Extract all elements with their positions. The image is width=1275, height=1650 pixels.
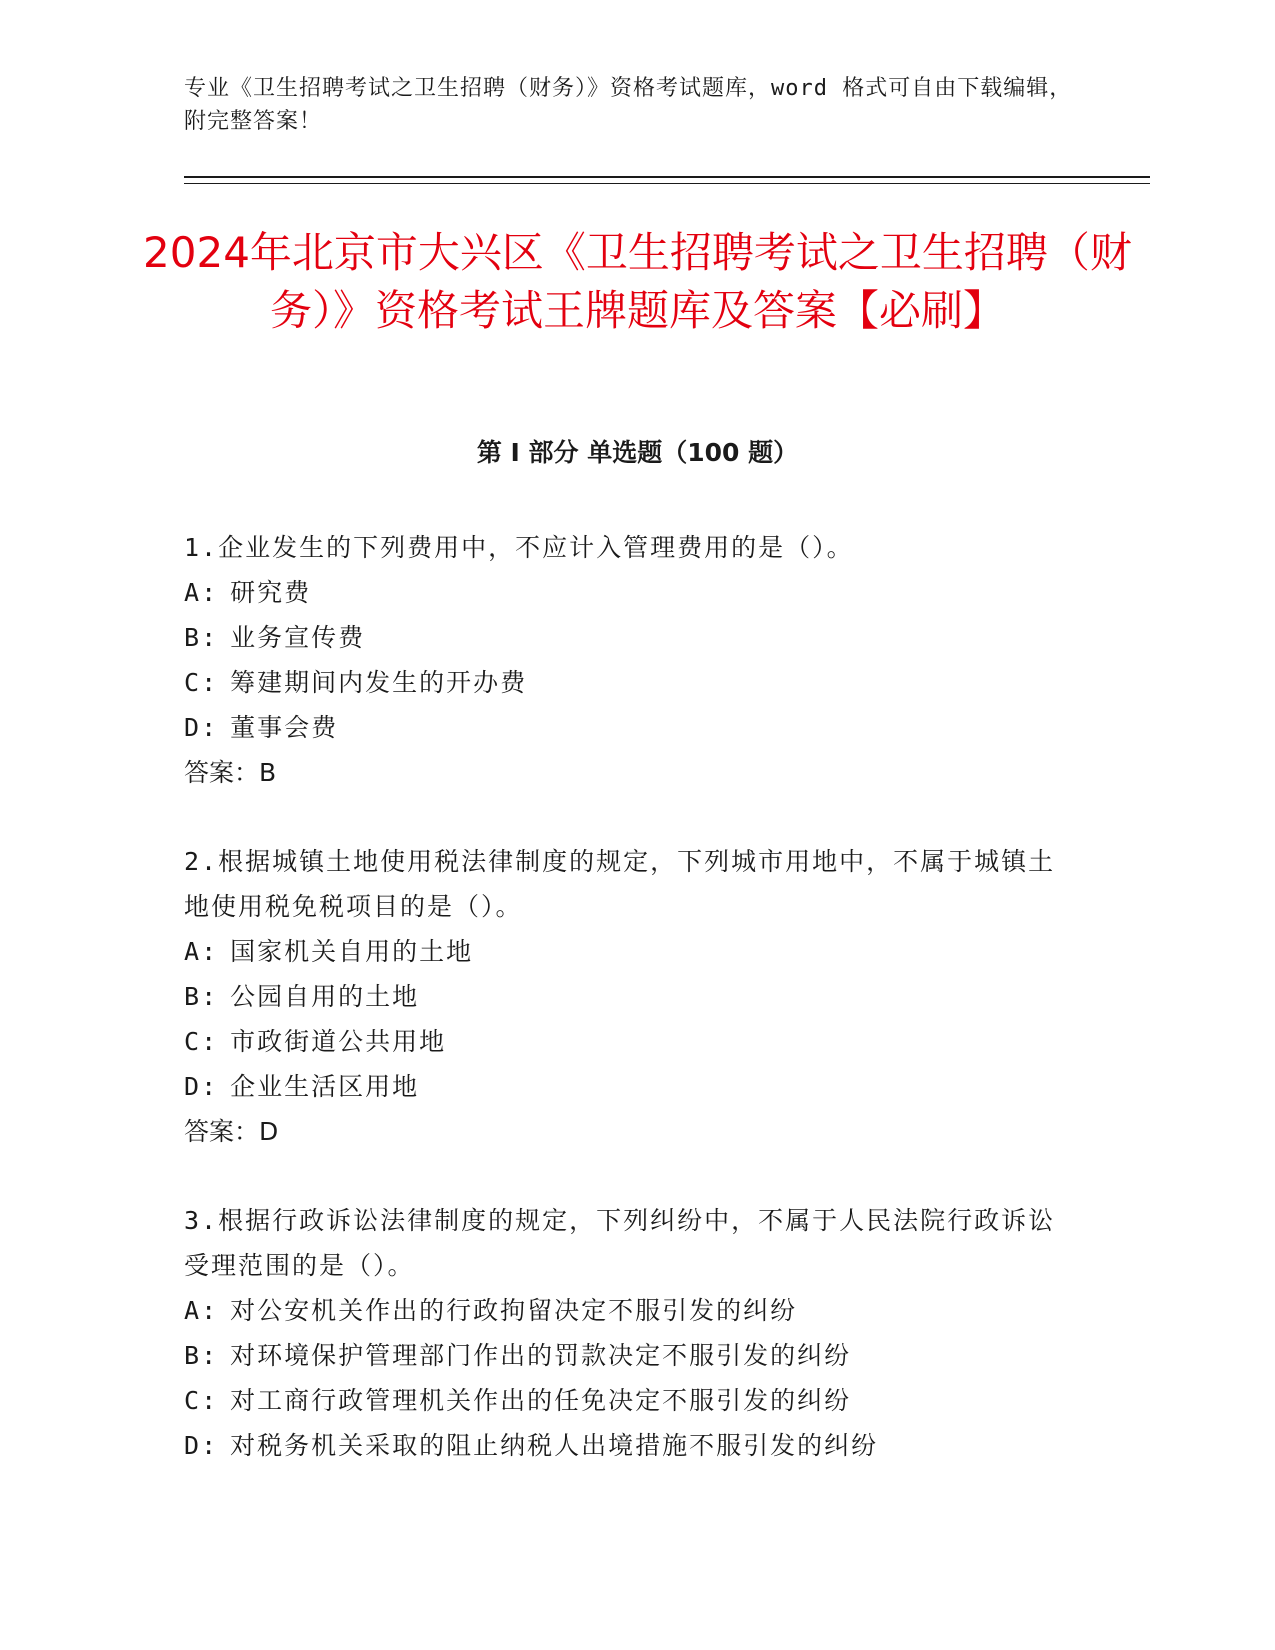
header-rule: [184, 176, 1150, 178]
option-b: [184, 615, 1064, 660]
option-separator: :: [201, 668, 219, 697]
section-title: 第 I 部分 单选题（100 题）: [476, 438, 799, 467]
option-text: 企业生活区用地: [230, 1072, 420, 1101]
option-letter: C: [184, 1386, 202, 1415]
option-letter: A: [184, 937, 202, 966]
option-separator: :: [201, 713, 219, 742]
option-separator: :: [201, 1296, 219, 1325]
option-letter: C: [184, 1027, 202, 1056]
option-text: 业务宣传费: [230, 623, 366, 652]
question-stem: 2.根据城镇土地使用税法律制度的规定，下列城市用地中，不属于城镇土地使用税免税项目的是（）。: [184, 847, 1056, 921]
option-text: 市政街道公共用地: [230, 1027, 447, 1056]
option-letter: A: [184, 1296, 202, 1325]
option-separator: :: [201, 623, 219, 652]
option-letter: C: [184, 668, 202, 697]
option-d: [184, 1423, 1064, 1468]
option-a: [184, 1288, 1064, 1333]
option-letter: B: [184, 1341, 202, 1370]
option-letter: D: [184, 1431, 202, 1460]
question-item: [184, 525, 1064, 795]
option-text: 公园自用的土地: [230, 982, 420, 1011]
option-text: 对环境保护管理部门作出的罚款决定不服引发的纠纷: [230, 1341, 852, 1370]
option-text: 对公安机关作出的行政拘留决定不服引发的纠纷: [230, 1296, 798, 1325]
option-text: 筹建期间内发生的开办费: [230, 668, 528, 697]
option-c: [184, 1019, 1064, 1064]
option-d: [184, 705, 1064, 750]
option-b: [184, 1333, 1064, 1378]
option-text: 董事会费: [230, 713, 339, 742]
option-a: [184, 570, 1064, 615]
option-text: 研究费: [230, 578, 312, 607]
option-letter: D: [184, 1072, 202, 1101]
option-separator: :: [201, 937, 219, 966]
option-letter: D: [184, 713, 202, 742]
option-letter: A: [184, 578, 202, 607]
option-separator: :: [201, 578, 219, 607]
option-text: 对税务机关采取的阻止纳税人出境措施不服引发的纠纷: [230, 1431, 879, 1460]
option-c: [184, 660, 1064, 705]
option-separator: :: [201, 1386, 219, 1415]
option-text: 对工商行政管理机关作出的任免决定不服引发的纠纷: [230, 1386, 852, 1415]
option-a: [184, 929, 1064, 974]
option-separator: :: [201, 1027, 219, 1056]
option-separator: :: [201, 1431, 219, 1460]
option-b: [184, 974, 1064, 1019]
option-c: [184, 1378, 1064, 1423]
option-d: [184, 1064, 1064, 1109]
header-note: 专业《卫生招聘考试之卫生招聘（财务）》资格考试题库，word 格式可自由下载编辑，附完整答案！: [184, 76, 1073, 134]
question-item: [184, 1198, 1064, 1468]
header-rule-thin: [184, 183, 1150, 184]
question-list: [184, 525, 1064, 1512]
question-stem: 3.根据行政诉讼法律制度的规定，下列纠纷中，不属于人民法院行政诉讼受理范围的是（）。: [184, 1206, 1056, 1280]
option-text: 国家机关自用的土地: [230, 937, 474, 966]
option-separator: :: [201, 982, 219, 1011]
option-separator: :: [201, 1341, 219, 1370]
document-title: 2024年北京市大兴区《卫生招聘考试之卫生招聘（财务）》资格考试王牌题库及答案【必刷】: [143, 228, 1132, 335]
answer-line: 答案：D: [184, 1117, 279, 1146]
answer-line: 答案：B: [184, 758, 277, 787]
question-item: [184, 839, 1064, 1154]
option-letter: B: [184, 982, 202, 1011]
question-stem: 1.企业发生的下列费用中，不应计入管理费用的是（）。: [184, 533, 854, 562]
option-letter: B: [184, 623, 202, 652]
option-separator: :: [201, 1072, 219, 1101]
